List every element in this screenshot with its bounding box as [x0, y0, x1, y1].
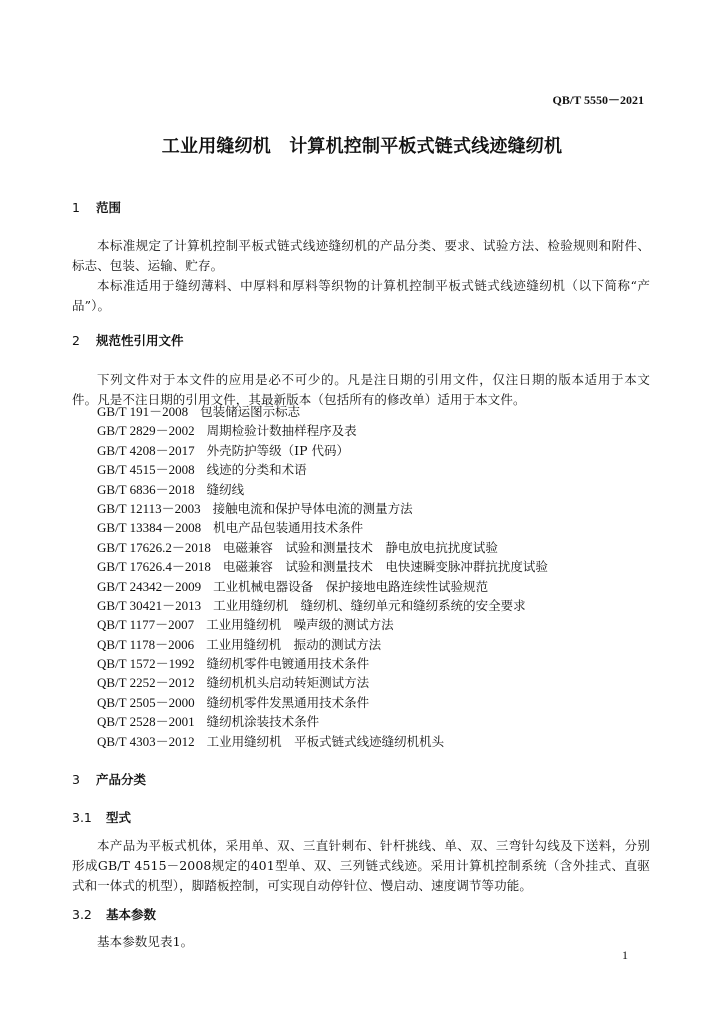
reference-code: GB/T 13384－2008	[97, 520, 202, 536]
section-2-heading	[72, 331, 184, 349]
reference-name: 工业用缝纫机 噪声级的测试方法	[206, 617, 394, 633]
reference-item	[97, 518, 548, 537]
reference-name: 缝纫机机头启动转矩测试方法	[206, 675, 370, 691]
section-title: 基本参数	[106, 907, 157, 922]
section-title: 规范性引用文件	[96, 333, 184, 348]
reference-name: 机电产品包装通用技术条件	[213, 520, 364, 536]
reference-name: 缝纫机零件电镀通用技术条件	[206, 656, 370, 672]
reference-name: 缝纫机涂装技术条件	[206, 714, 320, 730]
section-number: 3.1	[72, 810, 92, 825]
reference-code: QB/T 1178－2006	[97, 636, 195, 652]
reference-item	[97, 635, 548, 654]
reference-code: GB/T 191－2008	[97, 404, 189, 419]
section-3-1-heading	[72, 808, 131, 826]
section-number: 3.2	[72, 907, 92, 922]
reference-item	[97, 402, 548, 421]
reference-item	[97, 421, 548, 440]
section-number: 2	[72, 333, 80, 348]
reference-name: 工业用缝纫机 振动的测试方法	[206, 636, 382, 652]
reference-item	[97, 480, 548, 499]
reference-item	[97, 654, 548, 673]
reference-name: 工业用缝纫机 缝纫机、缝纫单元和缝纫系统的安全要求	[213, 597, 526, 613]
document-code: QB/T 5550－2021	[552, 93, 644, 107]
section-number: 1	[72, 200, 80, 215]
reference-name: 电磁兼容 试验和测量技术 电快速瞬变脉冲群抗扰度试验	[222, 559, 548, 575]
reference-code: QB/T 2252－2012	[97, 675, 195, 691]
normative-reference-list	[97, 402, 548, 751]
reference-name: 工业机械电器设备 保护接地电路连续性试验规范	[213, 578, 489, 594]
reference-item	[97, 673, 548, 692]
reference-code: GB/T 2829－2002	[97, 423, 195, 439]
reference-code: QB/T 2528－2001	[97, 714, 195, 730]
section-title: 范围	[96, 200, 122, 215]
section-title: 产品分类	[96, 772, 147, 787]
reference-code: GB/T 17626.4－2018	[97, 559, 211, 575]
section-1-paragraph-2: 本标准适用于缝纫薄料、中厚料和厚料等织物的计算机控制平板式链式线迹缝纫机（以下简称“产品”）。	[72, 278, 650, 313]
section-3-heading	[72, 770, 146, 788]
reference-name: 工业用缝纫机 平板式链式线迹缝纫机机头	[206, 733, 445, 749]
reference-code: GB/T 4515－2008	[97, 462, 195, 478]
section-number: 3	[72, 772, 80, 787]
reference-code: GB/T 4208－2017	[97, 442, 195, 458]
reference-item	[97, 557, 548, 576]
reference-name: 接触电流和保护导体电流的测量方法	[212, 500, 413, 516]
page-number: 1	[622, 948, 628, 962]
reference-item	[97, 577, 548, 596]
reference-name: 线迹的分类和术语	[206, 462, 307, 478]
reference-name: 缝纫机零件发黑通用技术条件	[206, 694, 370, 710]
reference-item	[97, 693, 548, 712]
section-3-2-heading	[72, 905, 156, 923]
reference-code: QB/T 2505－2000	[97, 694, 195, 710]
reference-name: 缝纫线	[206, 481, 245, 497]
reference-code: GB/T 24342－2009	[97, 578, 202, 594]
reference-item	[97, 732, 548, 751]
section-1-paragraph-1: 本标准规定了计算机控制平板式链式线迹缝纫机的产品分类、要求、试验方法、检验规则和附件、标志、包装、运输、贮存。	[72, 238, 650, 273]
section-2-paragraph-1: 下列文件对于本文件的应用是必不可少的。凡是注日期的引用文件，仅注日期的版本适用于本文件。凡是不注日期的引用文件，其最新版本（包括所有的修改单）适用于本文件。	[72, 372, 650, 407]
reference-item	[97, 712, 548, 731]
reference-item	[97, 499, 548, 518]
section-3-2-paragraph-1: 基本参数见表1。	[97, 934, 194, 949]
reference-item	[97, 538, 548, 557]
reference-item	[97, 460, 548, 479]
reference-item	[97, 615, 548, 634]
reference-code: QB/T 1177－2007	[97, 617, 195, 633]
document-title: 工业用缝纫机 计算机控制平板式链式线迹缝纫机	[161, 136, 563, 157]
section-title: 型式	[106, 810, 132, 825]
reference-code: GB/T 17626.2－2018	[97, 539, 211, 555]
reference-code: GB/T 12113－2003	[97, 500, 201, 516]
reference-name: 电磁兼容 试验和测量技术 静电放电抗扰度试验	[222, 539, 498, 555]
reference-code: GB/T 6836－2018	[97, 481, 195, 497]
reference-item	[97, 441, 548, 460]
reference-name: 外壳防护等级（IP 代码）	[206, 442, 349, 458]
reference-name: 包装储运图示标志	[200, 404, 301, 419]
section-3-1-paragraph-1: 本产品为平板式机体，采用单、双、三直针刺布、针杆挑线、单、双、三弯针勾线及下送料，分别形成GB/T 4515－2008规定的401型单、双、三列链式线迹。采用计算机控制系统（含外挂式、直驱式和一体式的机型），脚踏板控制，可实现自动停针位、慢启动、速度调节等功能。	[72, 838, 650, 893]
section-1-heading	[72, 198, 121, 216]
reference-item	[97, 596, 548, 615]
reference-code: QB/T 1572－1992	[97, 656, 195, 672]
reference-code: GB/T 30421－2013	[97, 597, 202, 613]
reference-name: 周期检验计数抽样程序及表	[206, 423, 357, 439]
reference-code: QB/T 4303－2012	[97, 733, 195, 749]
